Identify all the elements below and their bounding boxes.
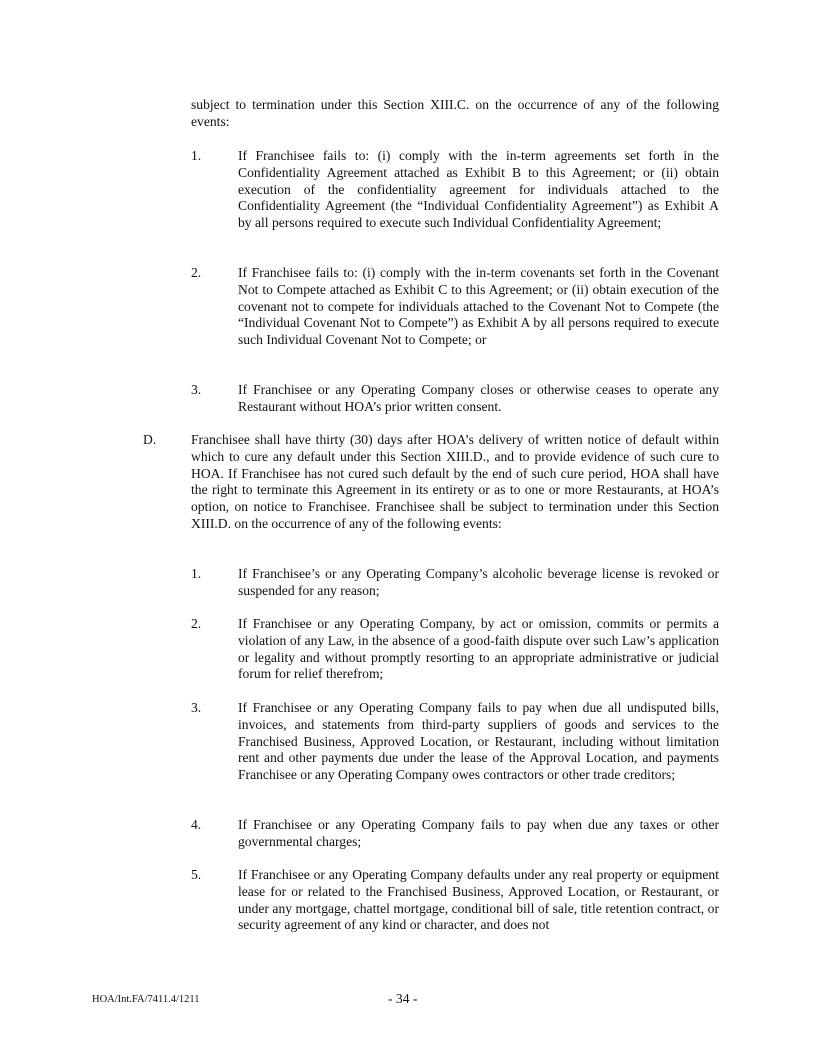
item-text: If Franchisee fails to: (i) comply with the in-term covenants set forth in the Covenant Not to Compete attached as Exhibit C to this Agreement; or (ii) obtain execution of the covenant not to compete for individuals attached to the Covenant Not to Compete (the “Individual Covenant Not to Compete”) as Exhibit A by all persons required to execute such Individual Covenant Not to Compete; or [238, 265, 719, 348]
intro-paragraph: subject to termination under this Section XIII.C. on the occurrence of any of the following events: [191, 97, 719, 129]
section-letter: D. [143, 432, 157, 447]
item-number: 3. [191, 700, 202, 715]
item-number: 4. [191, 817, 202, 832]
item-number: 2. [191, 616, 202, 631]
footer-document-id: HOA/Int.FA/7411.4/1211 [92, 994, 200, 1005]
item-text: If Franchisee or any Operating Company fails to pay when due all undisputed bills, invoices, and statements from third-party suppliers of goods and services to the Franchised Business, Approved Location, or Restaurant, including without limitation rent and other payments due under the lease of the Approval Location, and payments Franchisee or any Operating Company owes contractors or other trade creditors; [238, 700, 719, 783]
section-text: Franchisee shall have thirty (30) days after HOA’s delivery of written notice of default within which to cure any default under this Section XIII.D., and to provide evidence of such cure to HOA. If Franchisee has not cured such default by the end of such cure period, HOA shall have the right to terminate this Agreement in its entirety or as to one or more Restaurants, at HOA’s option, on notice to Franchisee. Franchisee shall be subject to termination under this Section XIII.D. on the occurrence of any of the following events: [191, 432, 719, 531]
item-text: If Franchisee fails to: (i) comply with the in-term agreements set forth in the Confidentiality Agreement attached as Exhibit B to this Agreement; or (ii) obtain execution of the confidentiality agreement for individuals attached to the Confidentiality Agreement (the “Individual Confidentiality Agreement”) as Exhibit A by all persons required to execute such Individual Confidentiality Agreement; [238, 148, 719, 231]
item-number: 5. [191, 867, 202, 882]
item-number: 2. [191, 265, 202, 280]
item-text: If Franchisee or any Operating Company closes or otherwise ceases to operate any Restaurant without HOA’s prior written consent. [238, 382, 719, 414]
item-text: If Franchisee or any Operating Company, by act or omission, commits or permits a violation of any Law, in the absence of a good-faith dispute over such Law’s application or legality and without promptly resorting to an appropriate administrative or judicial forum for relief therefrom; [238, 616, 719, 682]
item-number: 1. [191, 566, 202, 581]
item-number: 1. [191, 148, 202, 163]
item-text: If Franchisee or any Operating Company defaults under any real property or equipment lease for or related to the Franchised Business, Approved Location, or Restaurant, or under any mortgage, chattel mortgage, conditional bill of sale, title retention contract, or security agreement of any kind or character, and does not [238, 867, 719, 933]
item-number: 3. [191, 382, 202, 397]
footer-page-number: - 34 - [388, 991, 418, 1006]
item-text: If Franchisee’s or any Operating Company’s alcoholic beverage license is revoked or suspended for any reason; [238, 566, 719, 598]
item-text: If Franchisee or any Operating Company fails to pay when due any taxes or other governmental charges; [238, 817, 719, 849]
